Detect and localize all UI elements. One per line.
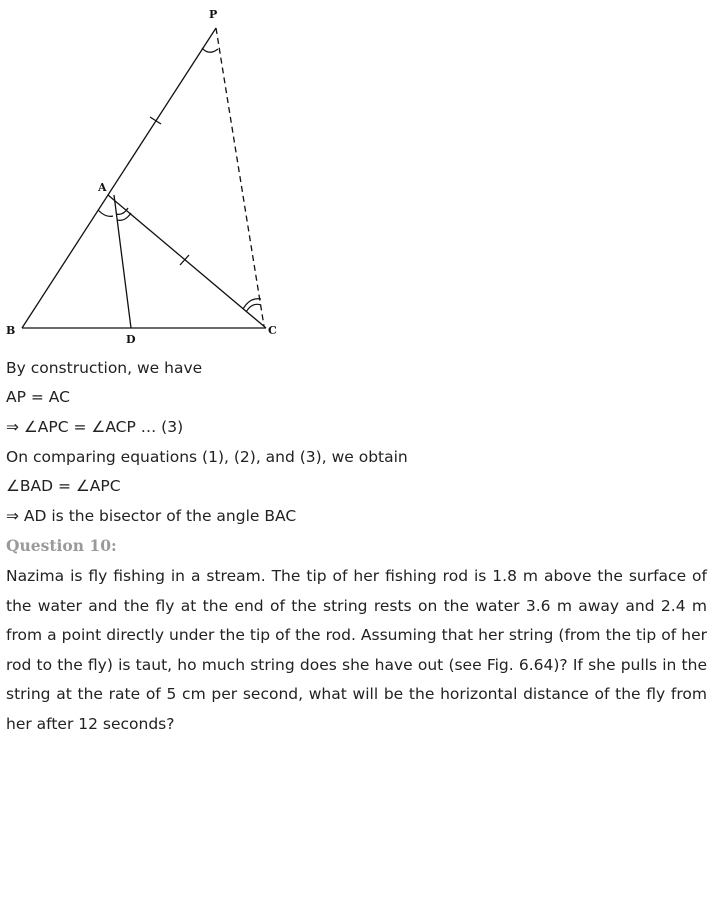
label-d: D bbox=[126, 333, 136, 346]
question-text: Nazima is fly fishing in a stream. The tip of her fishing rod is 1.8 m above the surface of the water and the fly at the end of the string rests on the water 3.6 m away and 2.4 m from a point directly under the tip of the rod. Assuming that her string (from the tip of her rod to the fly) is taut, ho much string does she have out (see Fig. 6.64)? If she pulls in the string at the rate of 5 cm per second, what will be the horizontal distance of the fly from her after 12 seconds? bbox=[6, 567, 707, 733]
angle-arc-a-left bbox=[98, 210, 113, 216]
angle-arc-c-1 bbox=[246, 304, 261, 312]
triangle-figure bbox=[0, 0, 300, 350]
angle-arc-p bbox=[202, 48, 218, 52]
label-b: B bbox=[6, 324, 16, 337]
solution-line-2: AP = AC bbox=[6, 388, 70, 406]
question-heading: Question 10: bbox=[6, 536, 117, 555]
line-pc-dashed bbox=[216, 28, 264, 326]
label-c: C bbox=[268, 324, 277, 337]
line-bp bbox=[22, 28, 216, 328]
solution-line-6: ⇒ AD is the bisector of the angle BAC bbox=[6, 507, 297, 525]
solution-line-3: ⇒ ∠APC = ∠ACP … (3) bbox=[6, 418, 184, 436]
tick-ap bbox=[150, 117, 161, 124]
triangle-diagram bbox=[0, 0, 300, 350]
label-p: P bbox=[209, 8, 218, 21]
line-ac bbox=[108, 195, 266, 328]
solution-line-4: On comparing equations (1), (2), and (3), we obtain bbox=[6, 448, 408, 466]
label-a: A bbox=[98, 181, 107, 194]
solution-line-1: By construction, we have bbox=[6, 359, 203, 377]
line-ad bbox=[114, 195, 131, 328]
solution-line-5: ∠BAD = ∠APC bbox=[6, 477, 121, 495]
angle-arc-a-right-1 bbox=[116, 208, 128, 214]
